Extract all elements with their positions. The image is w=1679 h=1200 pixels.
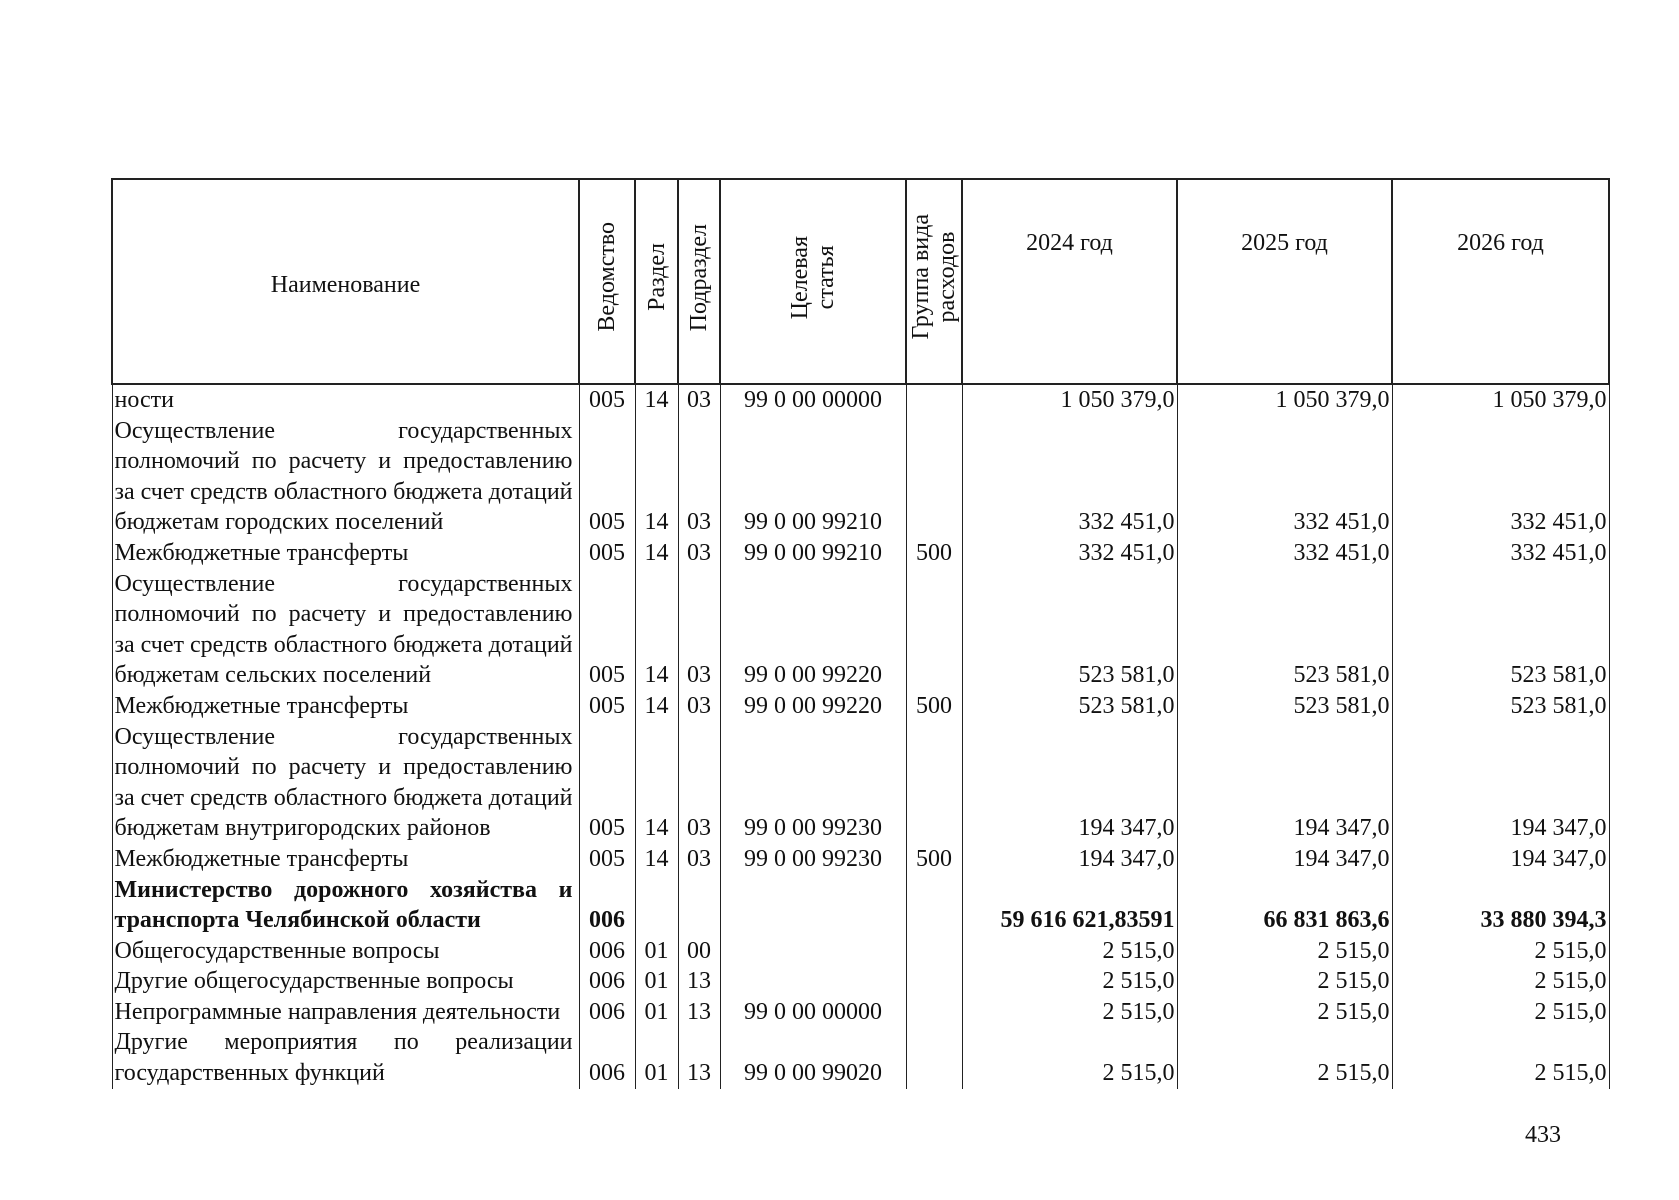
row-name: Межбюджетные трансферты	[112, 538, 579, 569]
budget-table	[111, 178, 1610, 1089]
row-value-2026: 2 515,0	[1392, 966, 1609, 997]
row-podrazdel: 03	[678, 844, 720, 875]
row-value-2024: 194 347,0	[962, 844, 1177, 875]
header-gruppa-vida-rashodov: Группа вида расходов	[906, 179, 962, 384]
row-podrazdel: 03	[678, 416, 720, 538]
row-razdel: 01	[635, 997, 678, 1028]
row-gruppa: 500	[906, 691, 962, 722]
row-vedomstvo: 005	[579, 538, 635, 569]
row-razdel: 14	[635, 569, 678, 691]
row-name: Осуществление государственных полномочий по расчету и предоставлению за счет средств областного бюджета дотаций бюджетам городских поселений	[112, 416, 579, 538]
row-value-2024: 2 515,0	[962, 936, 1177, 967]
row-vedomstvo: 006	[579, 1027, 635, 1088]
row-value-2025: 332 451,0	[1177, 416, 1392, 538]
row-value-2026: 2 515,0	[1392, 997, 1609, 1028]
row-value-2024: 332 451,0	[962, 416, 1177, 538]
table-row	[112, 997, 1609, 1028]
row-vedomstvo: 006	[579, 875, 635, 936]
row-name: Другие мероприятия по реализации государственных функций	[112, 1027, 579, 1088]
table-row	[112, 936, 1609, 967]
table-row	[112, 722, 1609, 844]
table-row	[112, 966, 1609, 997]
row-celevaya-statya: 99 0 00 99220	[720, 569, 906, 691]
row-gruppa: 500	[906, 844, 962, 875]
table-row	[112, 844, 1609, 875]
row-vedomstvo: 006	[579, 936, 635, 967]
row-value-2024: 2 515,0	[962, 1027, 1177, 1088]
table-header	[112, 179, 1609, 384]
row-celevaya-statya	[720, 966, 906, 997]
row-value-2024: 523 581,0	[962, 691, 1177, 722]
row-value-2026: 523 581,0	[1392, 691, 1609, 722]
row-razdel: 14	[635, 384, 678, 416]
row-razdel: 01	[635, 936, 678, 967]
table-row	[112, 384, 1609, 416]
row-name: Осуществление государственных полномочий по расчету и предоставлению за счет средств областного бюджета дотаций бюджетам сельских поселений	[112, 569, 579, 691]
row-gruppa	[906, 722, 962, 844]
row-celevaya-statya: 99 0 00 99210	[720, 416, 906, 538]
row-value-2025: 523 581,0	[1177, 691, 1392, 722]
row-vedomstvo: 005	[579, 416, 635, 538]
row-celevaya-statya: 99 0 00 99210	[720, 538, 906, 569]
row-vedomstvo: 005	[579, 384, 635, 416]
row-value-2025: 2 515,0	[1177, 966, 1392, 997]
row-name: Общегосударственные вопросы	[112, 936, 579, 967]
row-value-2025: 2 515,0	[1177, 997, 1392, 1028]
row-gruppa	[906, 875, 962, 936]
header-razdel: Раздел	[635, 179, 678, 384]
row-podrazdel: 03	[678, 569, 720, 691]
header-celevaya-statya: Целевая статья	[720, 179, 906, 384]
table-row	[112, 416, 1609, 538]
row-name: Министерство дорожного хозяйства и транспорта Челябинской области	[112, 875, 579, 936]
row-value-2026: 1 050 379,0	[1392, 384, 1609, 416]
row-value-2025: 194 347,0	[1177, 722, 1392, 844]
table-row	[112, 1027, 1609, 1088]
row-gruppa	[906, 936, 962, 967]
row-razdel: 14	[635, 538, 678, 569]
row-value-2026: 2 515,0	[1392, 1027, 1609, 1088]
row-value-2025: 523 581,0	[1177, 569, 1392, 691]
row-vedomstvo: 006	[579, 997, 635, 1028]
row-vedomstvo: 005	[579, 691, 635, 722]
row-podrazdel: 13	[678, 1027, 720, 1088]
row-gruppa	[906, 569, 962, 691]
row-celevaya-statya: 99 0 00 99230	[720, 722, 906, 844]
row-value-2026: 194 347,0	[1392, 722, 1609, 844]
row-razdel: 01	[635, 966, 678, 997]
row-name: ности	[112, 384, 579, 416]
row-value-2025: 194 347,0	[1177, 844, 1392, 875]
row-name: Межбюджетные трансферты	[112, 691, 579, 722]
header-podrazdel: Подраздел	[678, 179, 720, 384]
row-podrazdel: 03	[678, 722, 720, 844]
row-podrazdel: 00	[678, 936, 720, 967]
row-name: Осуществление государственных полномочий по расчету и предоставлению за счет средств областного бюджета дотаций бюджетам внутригородских районов	[112, 722, 579, 844]
row-value-2024: 2 515,0	[962, 997, 1177, 1028]
row-razdel: 14	[635, 416, 678, 538]
row-podrazdel: 13	[678, 997, 720, 1028]
row-celevaya-statya: 99 0 00 99220	[720, 691, 906, 722]
header-year-2024: 2024 год	[962, 179, 1177, 384]
row-gruppa	[906, 416, 962, 538]
row-value-2024: 523 581,0	[962, 569, 1177, 691]
row-value-2024: 332 451,0	[962, 538, 1177, 569]
row-value-2025: 332 451,0	[1177, 538, 1392, 569]
row-celevaya-statya: 99 0 00 99230	[720, 844, 906, 875]
row-value-2025: 2 515,0	[1177, 1027, 1392, 1088]
row-razdel: 14	[635, 691, 678, 722]
header-year-2026: 2026 год	[1392, 179, 1609, 384]
row-celevaya-statya	[720, 875, 906, 936]
row-value-2024: 194 347,0	[962, 722, 1177, 844]
row-podrazdel: 03	[678, 384, 720, 416]
table-body	[112, 384, 1609, 1089]
row-gruppa	[906, 966, 962, 997]
row-value-2026: 332 451,0	[1392, 538, 1609, 569]
row-vedomstvo: 006	[579, 966, 635, 997]
header-name: Наименование	[112, 179, 579, 384]
row-celevaya-statya	[720, 936, 906, 967]
row-value-2025: 66 831 863,6	[1177, 875, 1392, 936]
row-name: Непрограммные направления деятельности	[112, 997, 579, 1028]
row-vedomstvo: 005	[579, 569, 635, 691]
row-value-2025: 1 050 379,0	[1177, 384, 1392, 416]
row-value-2024: 1 050 379,0	[962, 384, 1177, 416]
row-razdel	[635, 875, 678, 936]
row-value-2026: 523 581,0	[1392, 569, 1609, 691]
row-name: Другие общегосударственные вопросы	[112, 966, 579, 997]
row-gruppa	[906, 384, 962, 416]
row-vedomstvo: 005	[579, 722, 635, 844]
table-row	[112, 538, 1609, 569]
header-year-2025: 2025 год	[1177, 179, 1392, 384]
row-celevaya-statya: 99 0 00 00000	[720, 384, 906, 416]
row-razdel: 14	[635, 844, 678, 875]
table-row	[112, 875, 1609, 936]
header-vedomstvo: Ведомство	[579, 179, 635, 384]
row-value-2026: 33 880 394,3	[1392, 875, 1609, 936]
row-vedomstvo: 005	[579, 844, 635, 875]
row-gruppa	[906, 1027, 962, 1088]
row-podrazdel: 03	[678, 538, 720, 569]
row-value-2024: 2 515,0	[962, 966, 1177, 997]
row-value-2026: 2 515,0	[1392, 936, 1609, 967]
row-razdel: 14	[635, 722, 678, 844]
page-number: 433	[1525, 1122, 1561, 1148]
row-name: Межбюджетные трансферты	[112, 844, 579, 875]
row-podrazdel: 13	[678, 966, 720, 997]
row-podrazdel: 03	[678, 691, 720, 722]
row-value-2026: 332 451,0	[1392, 416, 1609, 538]
row-gruppa	[906, 997, 962, 1028]
row-celevaya-statya: 99 0 00 00000	[720, 997, 906, 1028]
row-value-2026: 194 347,0	[1392, 844, 1609, 875]
table-row	[112, 569, 1609, 691]
row-value-2025: 2 515,0	[1177, 936, 1392, 967]
table-row	[112, 691, 1609, 722]
row-gruppa: 500	[906, 538, 962, 569]
row-podrazdel	[678, 875, 720, 936]
row-celevaya-statya: 99 0 00 99020	[720, 1027, 906, 1088]
row-razdel: 01	[635, 1027, 678, 1088]
row-value-2024: 59 616 621,83591	[962, 875, 1177, 936]
